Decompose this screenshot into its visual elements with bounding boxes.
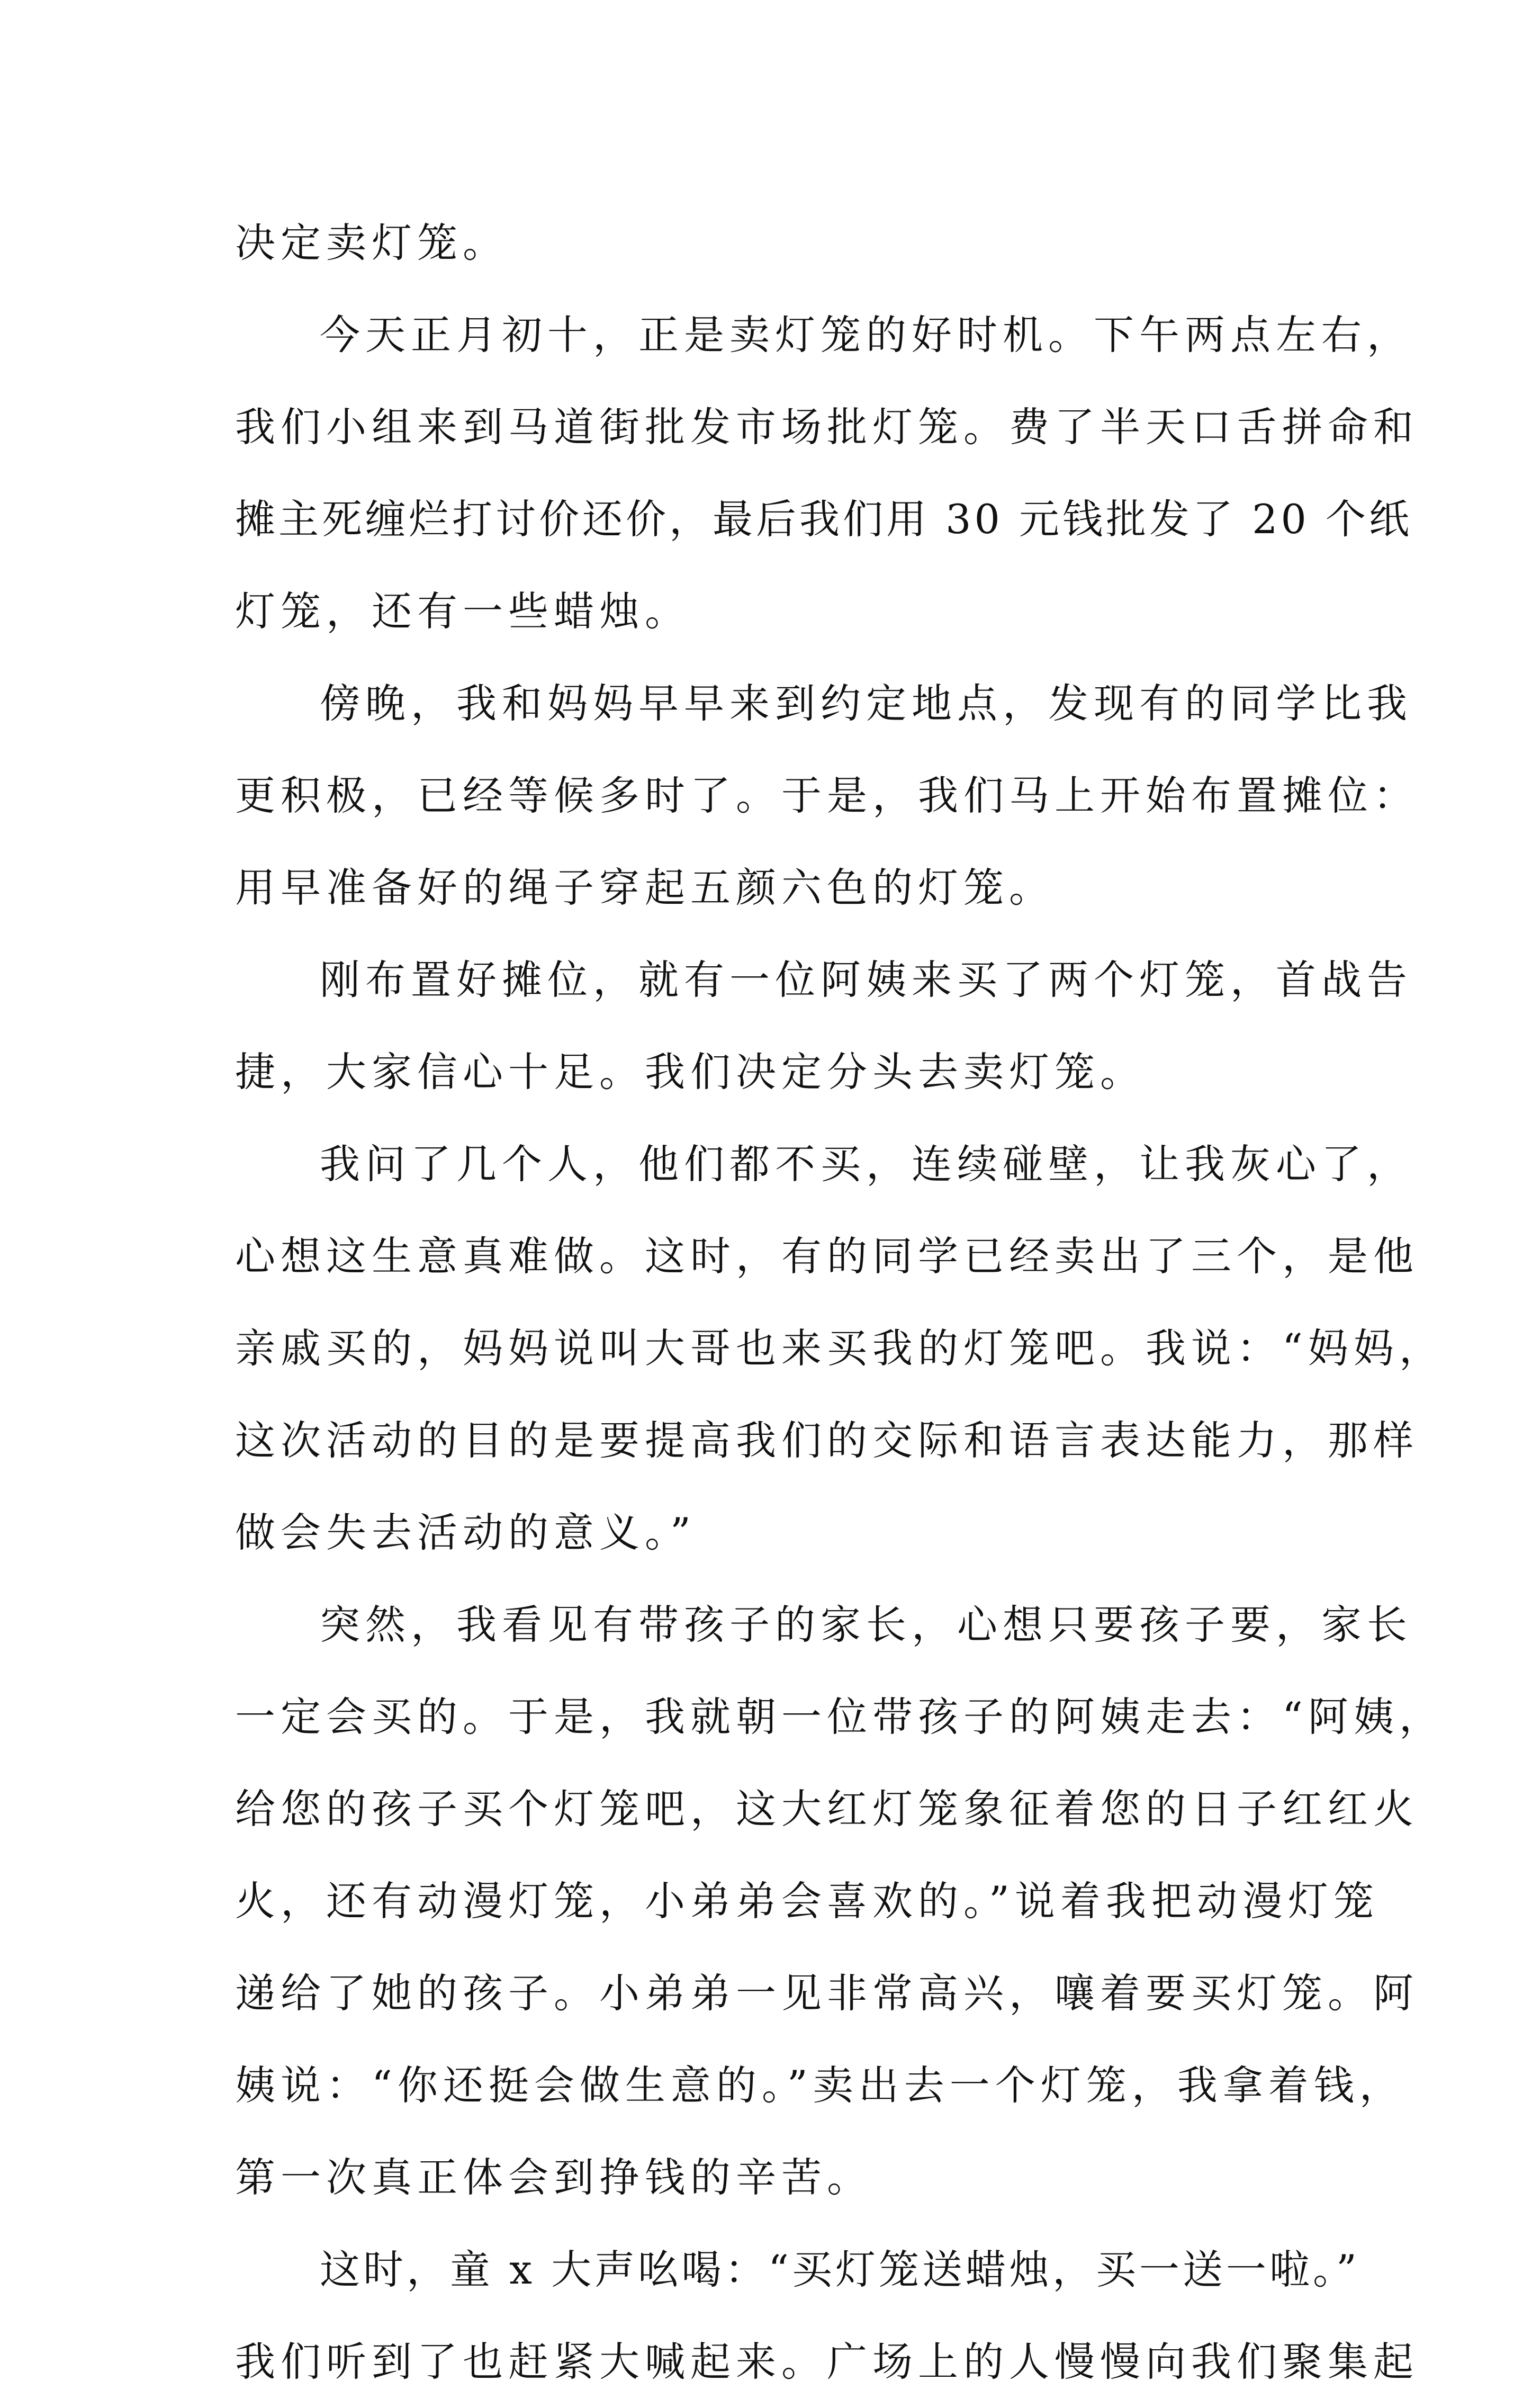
paragraph-start-line: 刚布置好摊位，就有一位阿姨来买了两个灯笼，首战告 xyxy=(320,956,1412,1003)
paragraph-start-line: 傍晚，我和妈妈早早来到约定地点，发现有的同学比我 xyxy=(320,680,1412,727)
paragraph-start-line: 今天正月初十，正是卖灯笼的好时机。下午两点左右， xyxy=(320,311,1412,358)
text-line: 摊主死缠烂打讨价还价，最后我们用 30 元钱批发了 20 个纸 xyxy=(235,496,1413,543)
text-line: 给您的孩子买个灯笼吧，这大红灯笼象征着您的日子红红火 xyxy=(235,1785,1419,1832)
paragraph-start-line: 突然，我看见有带孩子的家长，心想只要孩子要，家长 xyxy=(320,1601,1412,1648)
text-line: 心想这生意真难做。这时，有的同学已经卖出了三个，是他 xyxy=(235,1233,1419,1280)
text-line: 我们小组来到马道街批发市场批灯笼。费了半天口舌拼命和 xyxy=(235,403,1419,451)
text-line: 这次活动的目的是要提高我们的交际和语言表达能力，那样 xyxy=(235,1417,1419,1464)
text-line: 亲戚买的，妈妈说叫大哥也来买我的灯笼吧。我说：“妈妈， xyxy=(235,1325,1445,1372)
text-line: 我们听到了也赶紧大喊起来。广场上的人慢慢向我们聚集起 xyxy=(235,2338,1419,2385)
paragraph-start-line: 我问了几个人，他们都不买，连续碰壁，让我灰心了， xyxy=(320,1140,1412,1188)
text-line: 第一次真正体会到挣钱的辛苦。 xyxy=(235,2154,872,2201)
text-line: 火，还有动漫灯笼，小弟弟会喜欢的。”说着我把动漫灯笼 xyxy=(235,1877,1379,1925)
text-line: 更积极，已经等候多时了。于是，我们马上开始布置摊位： xyxy=(235,772,1419,819)
text-line: 一定会买的。于是，我就朝一位带孩子的阿姨走去：“阿姨， xyxy=(235,1693,1445,1740)
text-line: 捷，大家信心十足。我们决定分头去卖灯笼。 xyxy=(235,1048,1146,1095)
paragraph-start-line: 这时，童 x 大声吆喝：“买灯笼送蜡烛，买一送一啦。” xyxy=(320,2246,1360,2293)
body-text xyxy=(235,197,1445,2408)
text-line: 用早准备好的绳子穿起五颜六色的灯笼。 xyxy=(235,864,1055,911)
text-line: 做会失去活动的意义。” xyxy=(235,1509,696,1556)
text-line: 递给了她的孩子。小弟弟一见非常高兴，嚷着要买灯笼。阿 xyxy=(235,1970,1419,2017)
text-line: 灯笼，还有一些蜡烛。 xyxy=(235,588,690,635)
text-line: 姨说：“你还挺会做生意的。”卖出去一个灯笼，我拿着钱， xyxy=(235,2062,1405,2109)
text-line: 决定卖灯笼。 xyxy=(235,219,508,266)
